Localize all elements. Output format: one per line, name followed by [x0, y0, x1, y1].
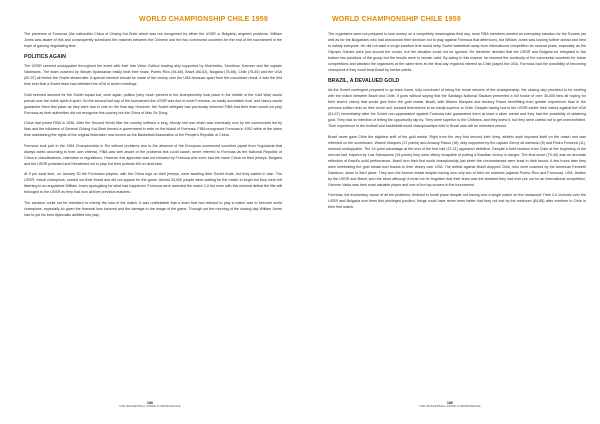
footer-text: FIBA BASKETBALL PRIDE & PERMANENCE — [419, 404, 481, 409]
section-heading: BRAZIL, A DEVALUED GOLD — [328, 77, 400, 84]
footer-text: FIBA BASKETBALL PRIDE & PERMANENCE — [119, 404, 181, 409]
section-heading: POLITICS AGAIN — [24, 53, 66, 60]
right-text-column — [328, 31, 586, 215]
paragraph: At 9 pm local time, on January 30 the Formosan players, with the China logo on their jerseys, were awaiting their Soviet rivals, but they waited in vain. The USSR, virtual champions, carried out their threat and did not appear for the game. Almost 20,000 people were waiting for the match to begin but they were left listening to an anguished William Jones apologising for what had happened. Formosa were awarded the match 2-0 but even with this minimal defeat the title still belonged to the USSR as they had won all their previous matches. — [24, 172, 282, 195]
running-header: WORLD CHAMPIONSHIP CHILE 1959 — [332, 16, 461, 23]
paragraph: The presence of Formosa (the nationalist China of Chiang Kai-Shek which was not recognised by either the USSR or Bulgaria) angered problems. William Jones was aware of this and consequently scheduled the matches between the Chinese and the two communist countries for the end of the tournament in the hope of gaining negotiating time. — [24, 32, 282, 48]
paragraph: Formosa, the involuntary cause of all the problems, finished in fourth place despite not having won a single match on the hardwood! Their 2-0 victories over the USSR and Bulgaria won them this privileged position, things could have never been better had they not lost by the minimum (84-85) after overtime to Chile in their first match. — [328, 193, 586, 210]
running-header: WORLD CHAMPIONSHIP CHILE 1959 — [139, 16, 268, 23]
page-number: 186 — [446, 400, 454, 405]
page-number: 186 — [146, 400, 154, 405]
paragraph: Formosa took part in the 1954 Championship in Rio without problems due to the absence of the European communist countries (apart from Yugoslavia that always acted according to their own criteria). FIBA was well aware of the problems this could cause, never referred to Formosa as the National Republic of China in classifications, calendars or regulations. However this approach was not followed by Formosa who even had the name China on their jerseys. Bulgaria and the USSR protested and threatened not to play but their protests fell on deaf ears. — [24, 143, 282, 166]
left-text-column — [24, 31, 282, 223]
paragraph: As the Soviet contingent prepared to go back home, fully convinced of being the moral winners of the championship, the closing day promised to be exciting with the match between Brazil and Chile. It goes without saying that the Santiago National Stadium presented a full house of over 30,000 fans all hoping for their team's victory that would give them the gold medal. Brazil, with Wlamir Marques and Amaury Pasos benefitting from greater experience than in the previous edition held on their home soil, showed themselves to be easily superior to Chile. Despite having lost to the USSR earlier their victory against the USA (81-67) immediately after the Soviet non-appearance against Formosa had guaranteed them at least a silver medal and they had the possibility of obtaining gold. They had no intention of letting the opportunity slip by. They were superior to the Chileans, and they knew it, but they were careful not to get overconfident. Their experience in the football and basketball world championships held in Brazil was still an unhealed wound. — [328, 88, 586, 129]
paragraph: The USSR seemed unstoppable throughout the event with their star Victor Zubkov leading ably supported by Muzhnieks, Semitnov, Korneev and the captain Valdmanis. The team coached by Stepan Spandarian easily beat their rivals: Puerto Rico (84-65), Brazil (66-62), Bulgaria (78-58), Chile (75-40) and the USA (62-37) all before the Soviet steamroller. A special mention should be made of the victory over the USA because apart from the conclusive result, it was the first time ever that a Soviet team had defeated the USA in seven meetings. — [24, 64, 282, 87]
paragraph: The sanction could not be restricted to merely the loss of the match. It was unthinkable that a team that had refused to play a match was to become world champions, especially so given the financial loss incurred and the damage to the image of the game. Through out the morning of the closing day William Jones had to put his best diplomatic abilities into play. — [24, 201, 282, 218]
paragraph: The organisers were not prepared to lose money on a completely meaningless final day, most FIBA members wanted an exemplary sanction for the Soviets (as well as for the Bulgarians who had announced their decision not to play against Formosa that afternoon), but William Jones was looking further ahead and tried to satisfy everyone. He did not want a tough sanction that would keep Soviet basketball away from international competition for several years, especially as the Olympic Games were just around the corner, but the situation could not be ignored. He therefore decided that the USSR and Bulgaria be relegated to the bottom two positions of the group but the results were to remain valid. By acting in this manner he ensured the continuity of the communist countries for future competitions and pleased the organisers at the same time as the final day regained interest as Chile played the USA. Formosa had the possibility of becoming champions if they could beat Brazil by twelve points. — [328, 32, 586, 72]
paragraph: China had joined FIBA in 1936. After the Second World War the country suffered a long, bloody civil war which was eventually won by the communists led by Mao and the followers of General Chiang Kai-Shek formed a government in exile on the island of Formosa. FIBA recognised Formosa in 1952 while at the same time maintaining the rights of the original federation now known as the Basketball Association of the People's Republic of China. — [24, 121, 282, 138]
page-footer — [300, 402, 600, 409]
paragraph: Brazil never gave Chile the slightest sniff of the gold medal. Right from the very first second their lively, athletic style imposed itself on the match and was reflected on the scoreboard. Wlamir Marques (17 points) and Amaury Pasos (18), ably supported by the captain Zenny de Azevedo (8) and Pedro Fonseca (11), seemed unstoppable. The 16 point advantage at the end of the first half (37-21) appeared definitive. Despite a brief reaction from Chile at the beginning of the second half, inspired by Luis Salvadores (15 points) they were utterly incapable of putting a Brazilian victory in danger. The final score (73-49) was an accurate reflection of Brazil's solid performance. Brazil won their first world championship just when the circumstances were least in their favour. A few hours later they were celebrating the gold medal won thanks to their victory over USA. The defeat against Brazil dropped Chile, who were coached by the American Kenneth Davidson, down to third place. They won the bronze medal despite having won only two of their six matches (against Puerto Rico and Formosa). USA, beaten by the USSR and Brazil, won the silver although it must not be forgotten that their team was the weakest they had ever put out for an international competition, Gerome Vaida was their most valuable player and one of the top scorers in the tournament. — [328, 134, 586, 187]
paragraph: Gold seemed assured for the Soviet squad but, once again, politics (very much present in the championship took place in the middle of the Cold War) would prevail over the noble spirit of sport. On the second last day of the tournament the USSR was due to meet Formosa, an easily accessible rival, and victory would guarantee them first place as they were due to rest on the final day. However, the Soviet delegate had previously informed FIBA that their team would not play Formosa as their authorities did not recognise this country but the China of Mao Ze Dong. — [24, 92, 283, 115]
right-page — [300, 0, 600, 424]
page-footer — [0, 402, 300, 409]
